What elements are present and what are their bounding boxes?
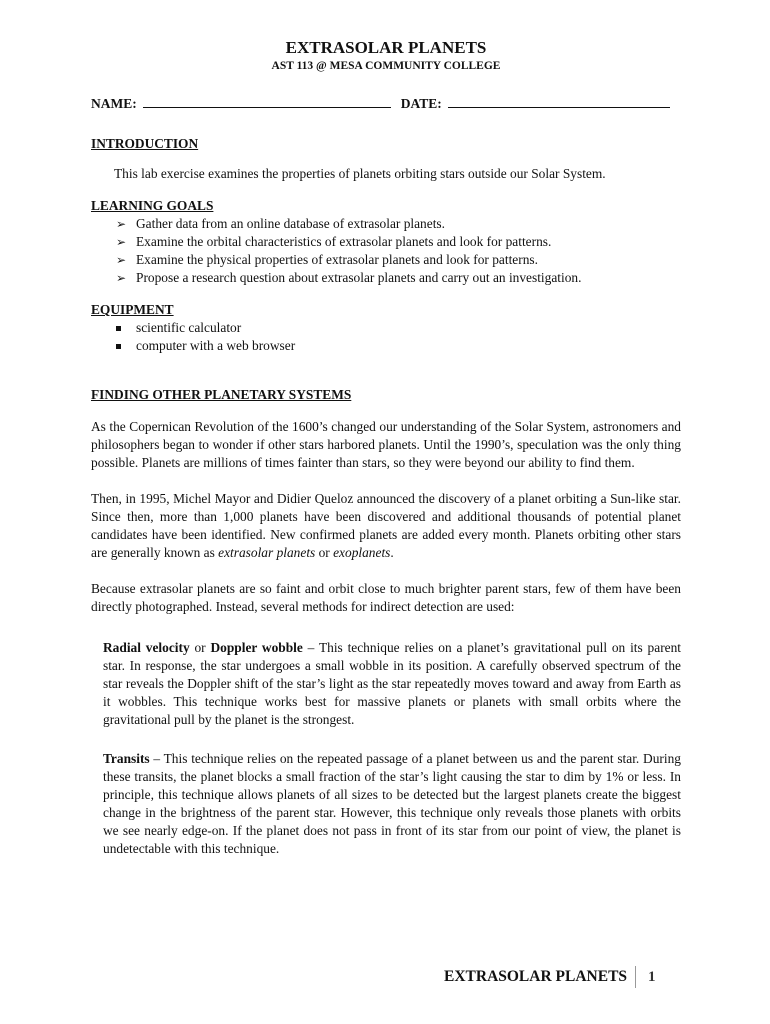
equipment-list: [91, 319, 681, 355]
term-exoplanets: exoplanets: [333, 545, 391, 560]
term-extrasolar-planets: extrasolar planets: [218, 545, 316, 560]
date-blank-line[interactable]: [448, 94, 670, 108]
term-doppler-wobble: Doppler wobble: [210, 640, 303, 655]
list-item: [111, 233, 681, 251]
equipment-text: scientific calculator: [136, 320, 242, 335]
introduction-heading: INTRODUCTION: [91, 136, 199, 151]
course-subtitle: AST 113 @ MESA COMMUNITY COLLEGE: [271, 60, 501, 72]
term-radial-velocity: Radial velocity: [103, 640, 190, 655]
footer-title: EXTRASOLAR PLANETS: [444, 968, 628, 985]
list-item: [111, 319, 681, 337]
document-title: EXTRASOLAR PLANETS: [285, 38, 487, 57]
learning-goals-heading: LEARNING GOALS: [91, 198, 214, 213]
paragraph-discovery: Then, in 1995, Michel Mayor and Didier Queloz announced the discovery of a planet orbiting a Sun-like star. Since then, more than 1,000 planets have been discovered and additional thousands of potential planet candidates have been identified. New confirmed planets are added every month. Planets orbiting other stars are generally known as extrasolar planets or exoplanets.: [91, 491, 681, 560]
paragraph-copernican: As the Copernican Revolution of the 1600’s changed our understanding of the Solar System, astronomers and philosophers began to wonder if other stars harbored planets. Until the 1990’s, speculation was the only thing possible. Planets are millions of times fainter than stars, so they were beyond our ability to find them.: [91, 419, 681, 470]
name-date-row: [91, 94, 681, 113]
square-bullet-icon: [116, 344, 121, 349]
list-item: [111, 251, 681, 269]
learning-goals-list: [91, 215, 681, 287]
goal-text: Examine the physical properties of extrasolar planets and look for patterns.: [136, 252, 538, 267]
list-item: [111, 269, 681, 287]
paragraph-detection: Because extrasolar planets are so faint and orbit close to much brighter parent stars, few of them have been directly photographed. Instead, several methods for indirect detection are used:: [91, 581, 681, 614]
arrow-bullet-icon: ➢: [116, 217, 127, 231]
list-item: [111, 337, 681, 355]
arrow-bullet-icon: ➢: [116, 235, 127, 249]
goal-text: Propose a research question about extrasolar planets and carry out an investigation.: [136, 270, 582, 285]
method-radial-velocity: Radial velocity or Doppler wobble – This technique relies on a planet’s gravitational pull on its parent star. In response, the star undergoes a small wobble in its position. A carefully observed spectrum of the star reveals the Doppler shift of the star’s light as the star repeatedly moves toward and away from Earth as it wobbles. This technique works best for massive planets or planets with small orbits where the gravitational pull by the planet is the strongest.: [103, 640, 682, 727]
equipment-heading: EQUIPMENT: [91, 302, 174, 317]
date-label: DATE:: [400, 96, 442, 111]
square-bullet-icon: [116, 326, 121, 331]
method-transits: Transits – This technique relies on the repeated passage of a planet between us and the parent star. During these transits, the planet blocks a small fraction of the star’s light causing the star to dim by 1% or less. In principle, this technique allows planets of all sizes to be detected but the largest planets create the biggest change in the brightness of the parent star. However, this technique only reveals those planets with orbits we see nearly edge-on. If the planet does not pass in front of its star from our point of view, the planet is undetectable with this technique.: [103, 751, 681, 856]
term-transits: Transits: [103, 751, 150, 766]
name-blank-line[interactable]: [143, 94, 391, 108]
name-label: NAME:: [91, 96, 137, 111]
page-footer: [444, 966, 656, 988]
finding-heading: FINDING OTHER PLANETARY SYSTEMS: [91, 387, 352, 402]
equipment-text: computer with a web browser: [136, 338, 296, 353]
arrow-bullet-icon: ➢: [116, 253, 127, 267]
goal-text: Examine the orbital characteristics of extrasolar planets and look for patterns.: [136, 234, 552, 249]
arrow-bullet-icon: ➢: [116, 271, 127, 285]
footer-divider: [635, 966, 636, 988]
list-item: [111, 215, 681, 233]
page-number: 1: [648, 968, 656, 985]
document-page: [91, 38, 681, 858]
introduction-text: This lab exercise examines the properties of planets orbiting stars outside our Solar System.: [114, 166, 606, 181]
goal-text: Gather data from an online database of extrasolar planets.: [136, 216, 445, 231]
